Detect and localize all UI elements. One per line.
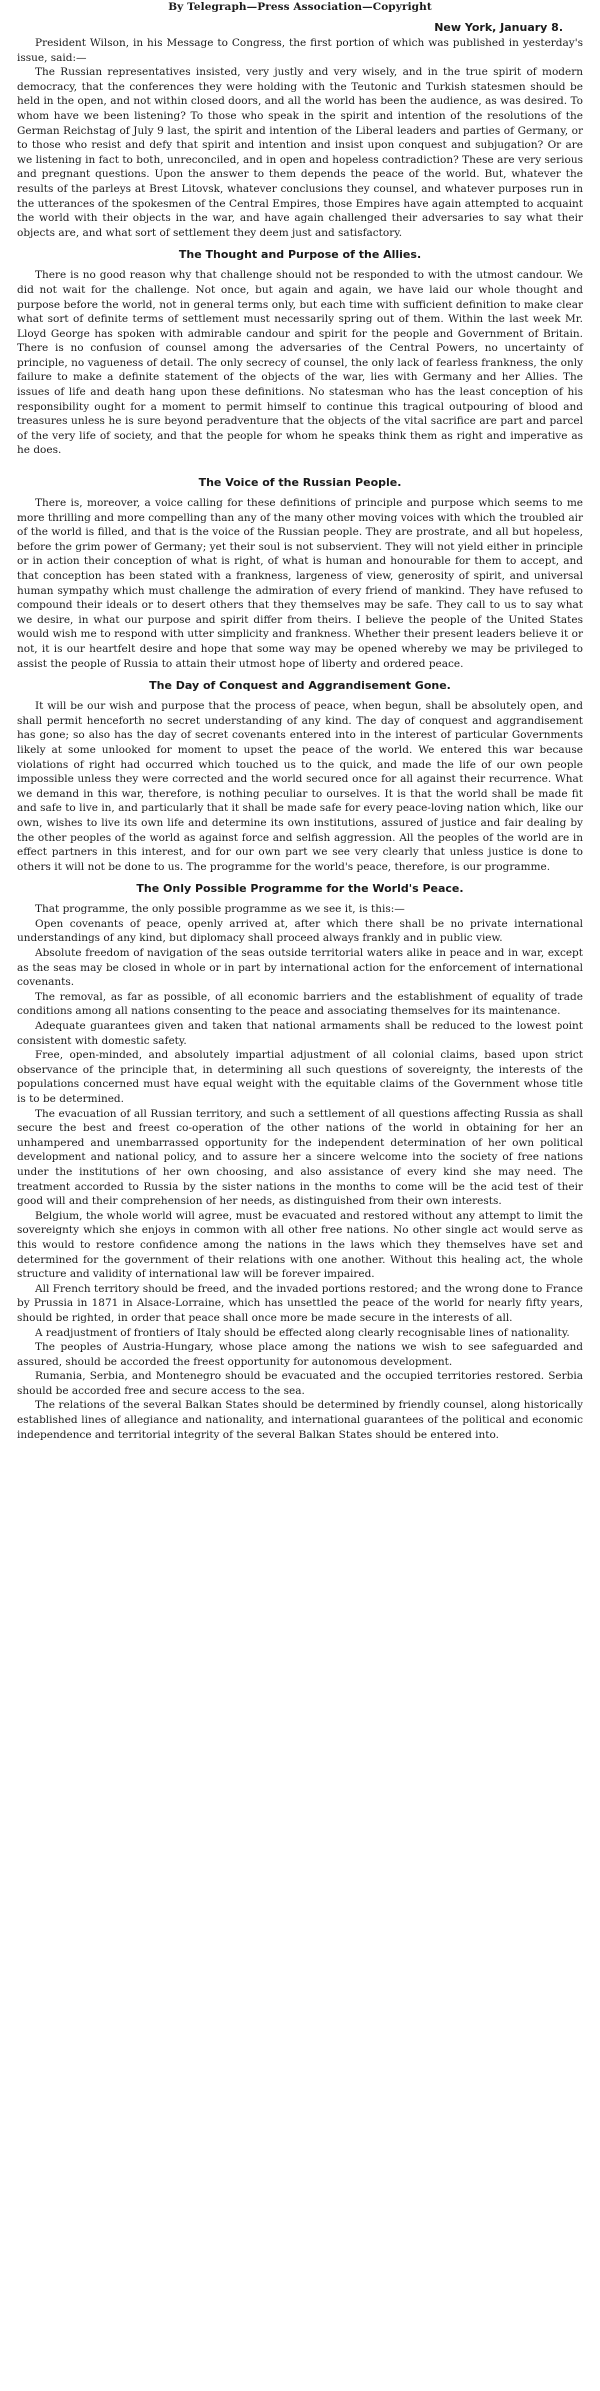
body-paragraph: There is, moreover, a voice calling for these definitions of principle and purpose which seems to me more thrilling and more compelling than any of the many other moving voices with which the troubled air of the world is filled, and that is the voice of the Russian people. They are prostrate, and all but hopeless, before the grim power of Germany; yet their soul is not subservient. They will not yield either in principle or in action their conception of what is right, of what is human and honourable for them to accept, and that conception has been stated with a frankness, largeness of view, generosity of spirit, and universal human sympathy which must challenge the admiration of every friend of mankind. They have refused to compound their ideals or to desert others that they themselves may be safe. They call to us to say what we desire, in what our purpose and spirit differ from theirs. I believe the people of the United States would wish me to respond with utter simplicity and frankness. Whether their present leaders believe it or not, it is our heartfelt desire and hope that some way may be opened whereby we may be privileged to assist the people of Russia to attain their utmost hope of liberty and ordered peace.: [17, 497, 583, 670]
programme-point: Open covenants of peace, openly arrived at, after which there shall be no private international understandings of any kind, but diplomacy shall proceed always frankly and in public view.: [17, 917, 583, 945]
programme-point: The evacuation of all Russian territory, and such a settlement of all questions affecting Russia as shall secure the best and freest co-operation of the other nations of the world in obtaining for her an unhampered and unembarrassed opportunity for the independent determination of her own political development and national policy, and to assure her a sincere welcome into the society of free nations under the institutions of her own choosing, and also assistance of every kind she may need. The treatment accorded to Russia by the sister nations in the months to come will be the acid test of their good will and their comprehension of her needs, as distinguished from their own interests.: [17, 1107, 583, 1208]
programme-point: The peoples of Austria-Hungary, whose place among the nations we wish to see safeguarded and assured, should be accorded the freest opportunity for autonomous development.: [17, 1341, 583, 1368]
programme-point: Absolute freedom of navigation of the seas outside territorial waters alike in peace and in war, except as the seas may be closed in whole or in part by international action for the enforcement of international covenants.: [17, 947, 583, 989]
body-paragraph: There is no good reason why that challenge should not be responded to with the utmost candour. We did not wait for the challenge. Not once, but again and again, we have laid our whole thought and purpose before the world, not in general terms only, but each time with sufficient definition to make clear what sort of definite terms of settlement must necessarily spring out of them. Within the last week Mr. Lloyd George has spoken with admirable candour and spirit for the people and Government of Britain. There is no confusion of counsel among the adversaries of the Central Powers, no uncertainty of principle, no vagueness of detail. The only secrecy of counsel, the only lack of fearless frankness, the only failure to make a definite statement of the objects of the war, lies with Germany and her Allies. The issues of life and death hang upon these definitions. No statesman who has the least conception of his responsibility ought for a moment to permit himself to continue this tragical outpouring of blood and treasures unless he is sure beyond peradventure that the objects of the vital sacrifice are part and parcel of the very life of society, and that the people for whom he speaks think them as right and imperative as he does.: [17, 269, 583, 457]
programme-point: Free, open-minded, and absolutely impartial adjustment of all colonial claims, based upon strict observance of the principle that, in determining all such questions of sovereignty, the interests of the populations concerned must have equal weight with the equitable claims of the Government whose title is to be determined.: [17, 1049, 583, 1105]
dateline: New York, January 8.: [434, 21, 563, 34]
programme-point: Rumania, Serbia, and Montenegro should be evacuated and the occupied territories restored. Serbia should be accorded free and secure access to the sea.: [17, 1370, 583, 1397]
section-heading: The Day of Conquest and Aggrandisement Gone.: [149, 679, 451, 693]
programme-point: A readjustment of frontiers of Italy should be effected along clearly recognisable lines of nationality.: [35, 1326, 570, 1339]
intro-paragraph: The Russian representatives insisted, very justly and very wisely, and in the true spirit of modern democracy, that the conferences they were holding with the Teutonic and Turkish statesmen should be held in the open, and not within closed doors, and all the world has been the audience, as was desired. To whom have we been listening? To those who speak in the spirit and intention of the resolutions of the German Reichstag of July 9 last, the spirit and intention of the Liberal leaders and parties of Germany, or to those who resist and defy that spirit and intention and insist upon conquest and subjugation? Or are we listening in fact to both, unreconciled, and in open and hopeless contradiction? These are very serious and pregnant questions. Upon the answer to them depends the peace of the world. But, whatever the results of the parleys at Brest Litovsk, whatever conclusions they counsel, and whatever purposes run in the utterances of the spokesmen of the Central Empires, those Empires have again attempted to acquaint the world with their objects in the war, and have again challenged their adversaries to say what their objects are, and what sort of settlement they deem just and satisfactory.: [17, 66, 583, 239]
programme-point: The removal, as far as possible, of all economic barriers and the establishment of equality of trade conditions among all nations consenting to the peace and associating themselves for its maintenance.: [17, 990, 583, 1018]
column-gap: [17, 458, 583, 468]
press-credit: By Telegraph—Press Association—Copyright: [168, 1, 432, 13]
body-paragraph: It will be our wish and purpose that the process of peace, when begun, shall be absolutely open, and shall permit henceforth no secret understanding of any kind. The day of conquest and aggrandisement has gone; so also has the day of secret covenants entered into in the interest of particular Governments likely at some unlooked for moment to upset the peace of the world. We entered this war because violations of right had occurred which touched us to the quick, and made the life of our own people impossible unless they were corrected and the world secured once for all against their recurrence. What we demand in this war, therefore, is nothing peculiar to ourselves. It is that the world shall be made fit and safe to live in, and particularly that it shall be made safe for every peace-loving nation which, like our own, wishes to live its own life and determine its own institutions, assured of justice and fair dealing by the other peoples of the world as against force and selfish aggression. All the peoples of the world are in effect partners in this interest, and for our own part we see very clearly that unless justice is done to others it will not be done to us. The programme for the world's peace, therefore, is our programme.: [17, 700, 583, 873]
section-heading: The Only Possible Programme for the World's Peace.: [136, 882, 464, 896]
section-heading: The Thought and Purpose of the Allies.: [178, 248, 422, 262]
programme-point: Belgium, the whole world will agree, must be evacuated and restored without any attempt to limit the sovereignty which she enjoys in common with all other free nations. No other single act would serve as this would to restore confidence among the nations in the laws which they themselves have set and determined for the government of their relations with one another. Without this healing act, the whole structure and validity of international law will be forever impaired.: [17, 1209, 583, 1281]
section-heading: The Voice of the Russian People.: [198, 476, 402, 490]
body-paragraph: That programme, the only possible programme as we see it, is this:—: [35, 903, 405, 916]
programme-point: Adequate guarantees given and taken that national armaments shall be reduced to the lowest point consistent with domestic safety.: [17, 1020, 583, 1047]
programme-point: All French territory should be freed, and the invaded portions restored; and the wrong done to France by Prussia in 1871 in Alsace-Lorraine, which has unsettled the peace of the world for nearly fifty years, should be righted, in order that peace shall once more be made secure in the interests of all.: [17, 1282, 583, 1324]
intro-paragraph: President Wilson, in his Message to Congress, the first portion of which was published in yesterday's issue, said:—: [17, 37, 583, 64]
programme-point: The relations of the several Balkan States should be determined by friendly counsel, along historically established lines of allegiance and nationality, and international guarantees of the political and economic independence and territorial integrity of the several Balkan States should be entered into.: [17, 1399, 583, 1441]
